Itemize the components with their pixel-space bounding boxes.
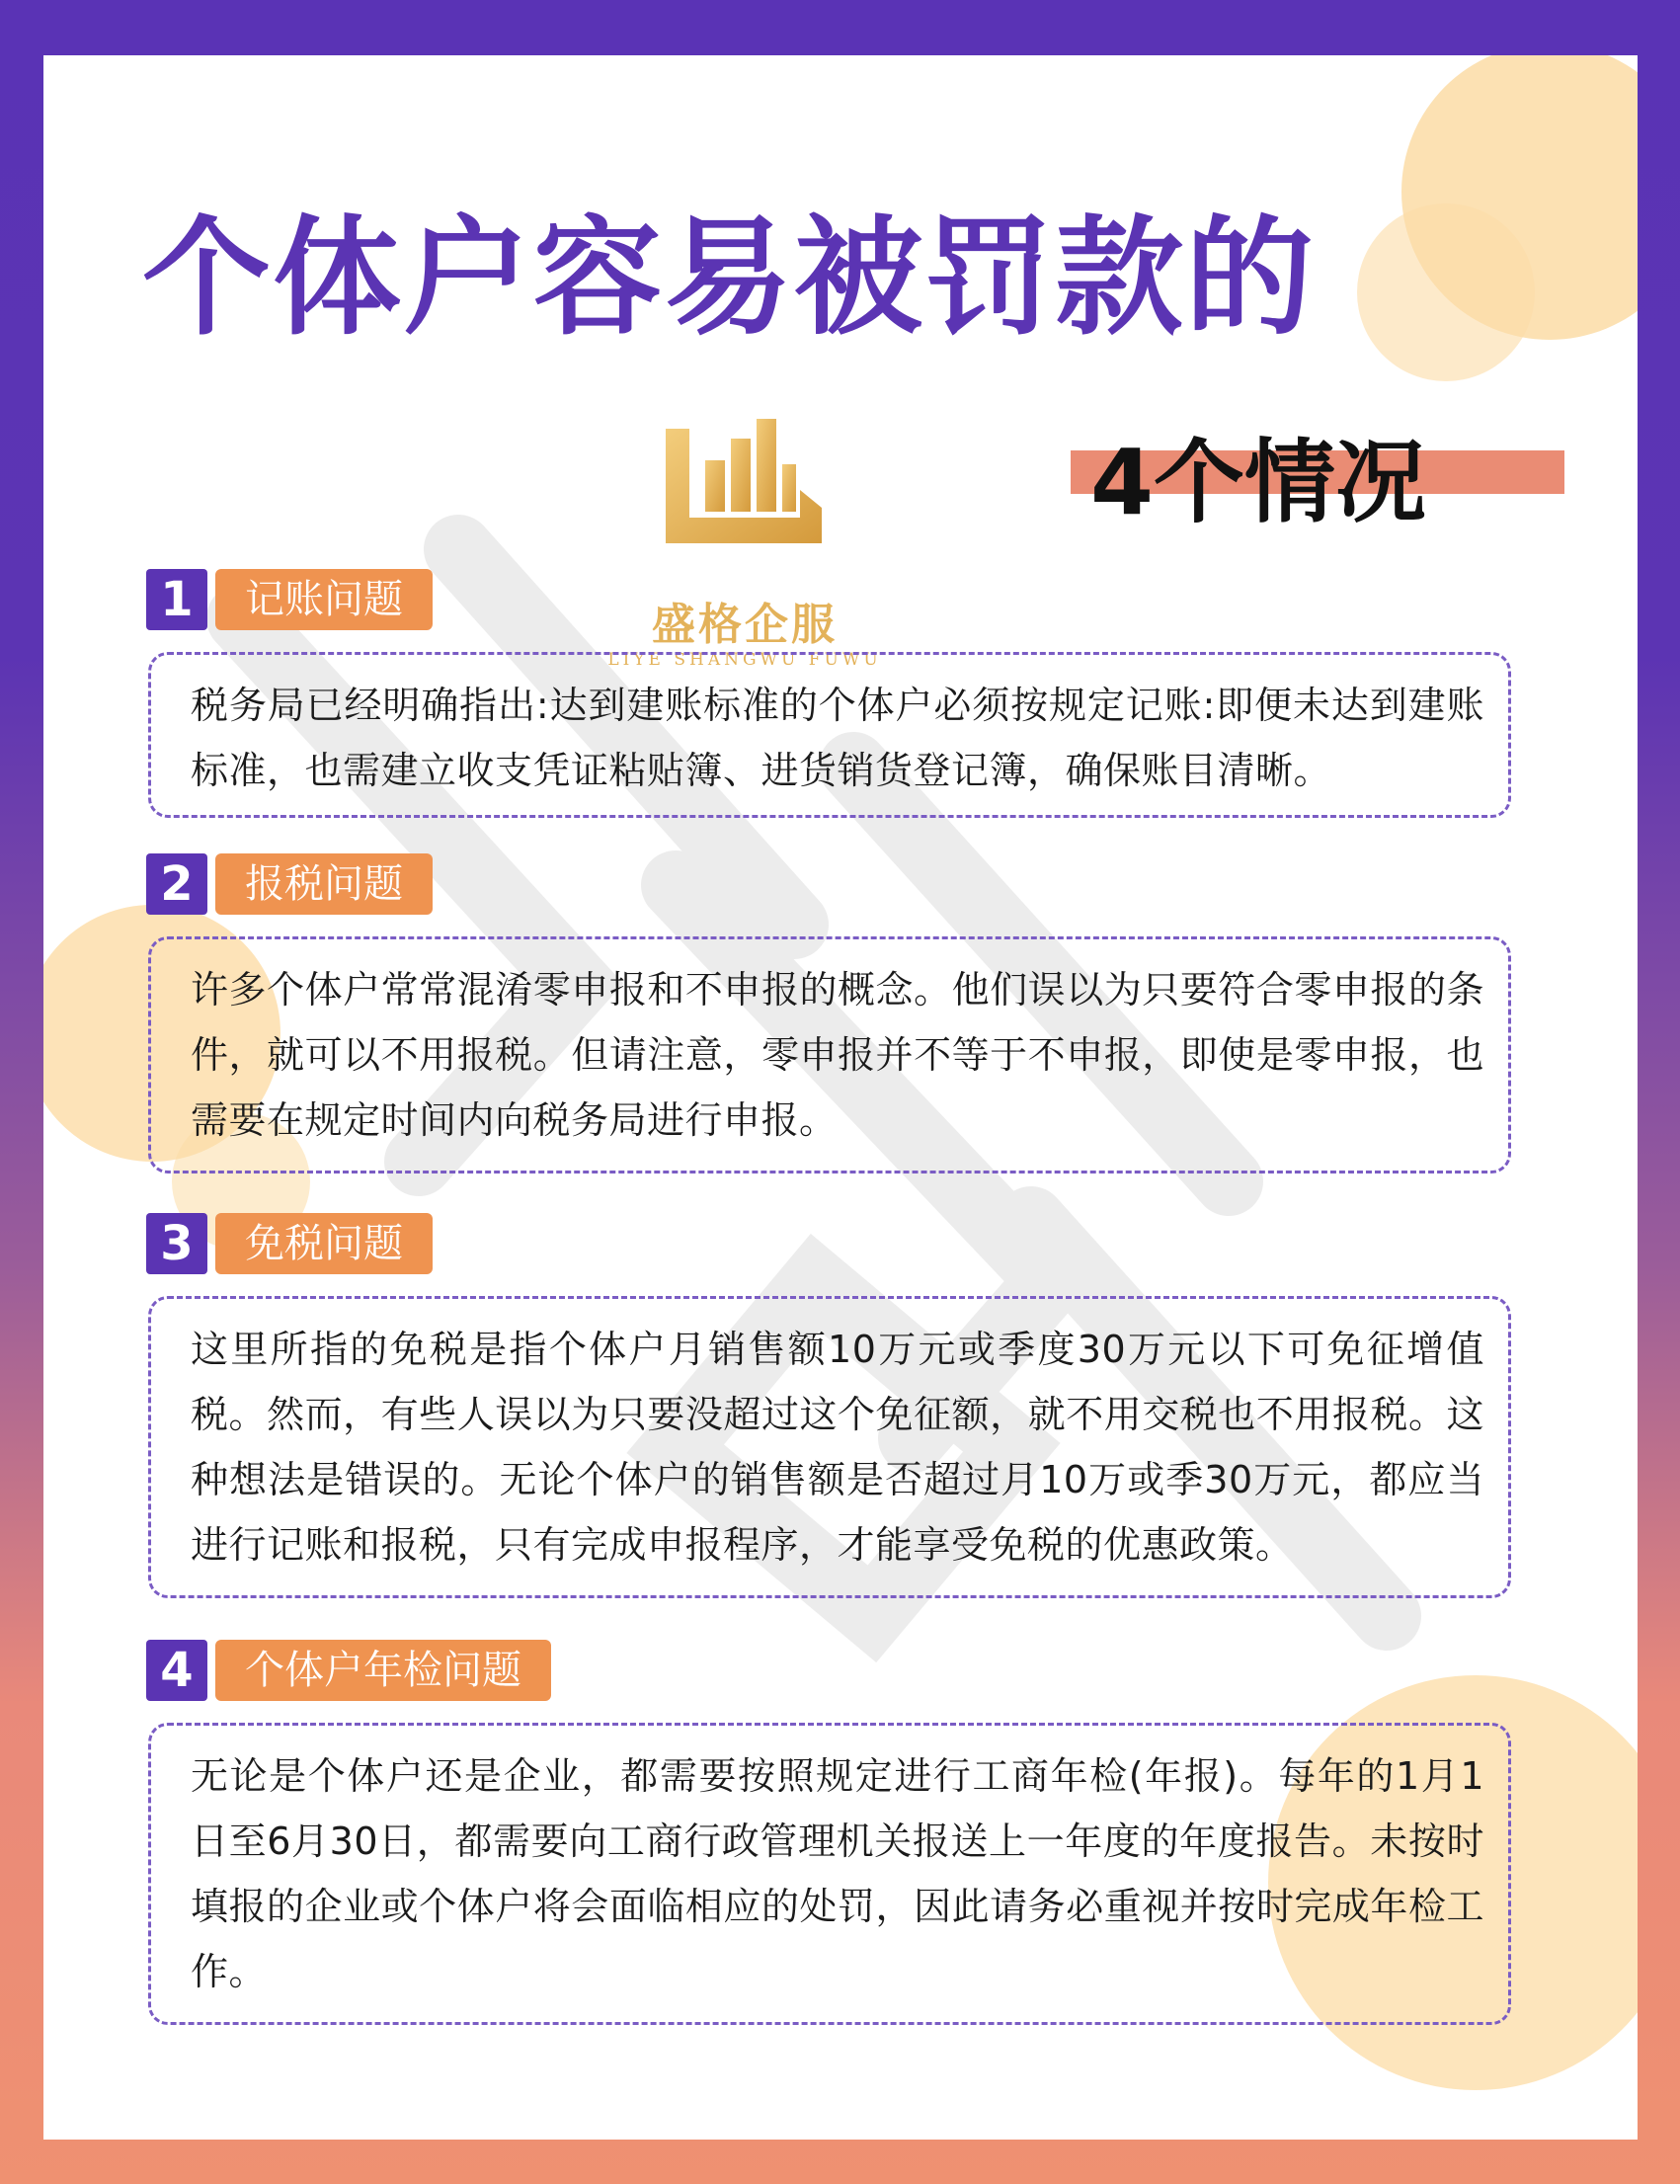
content-panel (43, 55, 1638, 2140)
logo-subtitle: LIYE SHANGWU FUWU (607, 650, 882, 670)
logo-name: 盛格企服 (652, 600, 838, 650)
section-body (148, 1296, 1511, 1598)
section-label: 记账问题 (215, 569, 433, 630)
section-number: 4 (146, 1640, 207, 1701)
section-label: 个体户年检问题 (215, 1640, 551, 1701)
section-text: 税务局已经明确指出:达到建账标准的个体户必须按规定记账:即便未达到建账标准，也需建立收支凭证粘贴簿、进货销货登记簿，确保账目清晰。 (191, 684, 1484, 792)
section-number: 1 (146, 569, 207, 630)
section-number: 2 (146, 853, 207, 915)
section-text: 许多个体户常常混淆零申报和不申报的概念。他们误以为只要符合零申报的条件，就可以不用报税。但请注意，零申报并不等于不申报，即使是零申报，也需要在规定时间内向税务局进行申报。 (191, 968, 1484, 1142)
section-body (148, 652, 1511, 818)
decorative-circle (1357, 203, 1535, 381)
section-text: 无论是个体户还是企业，都需要按照规定进行工商年检(年报)。每年的1月1日至6月30日，都需要向工商行政管理机关报送上一年度的年度报告。未按时填报的企业或个体户将会面临相应的处罚，因此请务必重视并按时完成年检工作。 (191, 1754, 1484, 1993)
section-text: 这里所指的免税是指个体户月销售额10万元或季度30万元以下可免征增值税。然而，有些人误以为只要没超过这个免征额，就不用交税也不用报税。这种想法是错误的。无论个体户的销售额是否超过月10万或季30万元，都应当进行记账和报税，只有完成申报程序，才能享受免税的优惠政策。 (191, 1328, 1484, 1567)
section-body (148, 936, 1511, 1173)
page-subtitle: 4个情况 (1090, 430, 1427, 535)
section-number: 3 (146, 1213, 207, 1274)
section-label: 免税问题 (215, 1213, 433, 1274)
section-body (148, 1723, 1511, 2025)
section-label: 报税问题 (215, 853, 433, 915)
page-title: 个体户容易被罚款的 (142, 202, 1317, 353)
